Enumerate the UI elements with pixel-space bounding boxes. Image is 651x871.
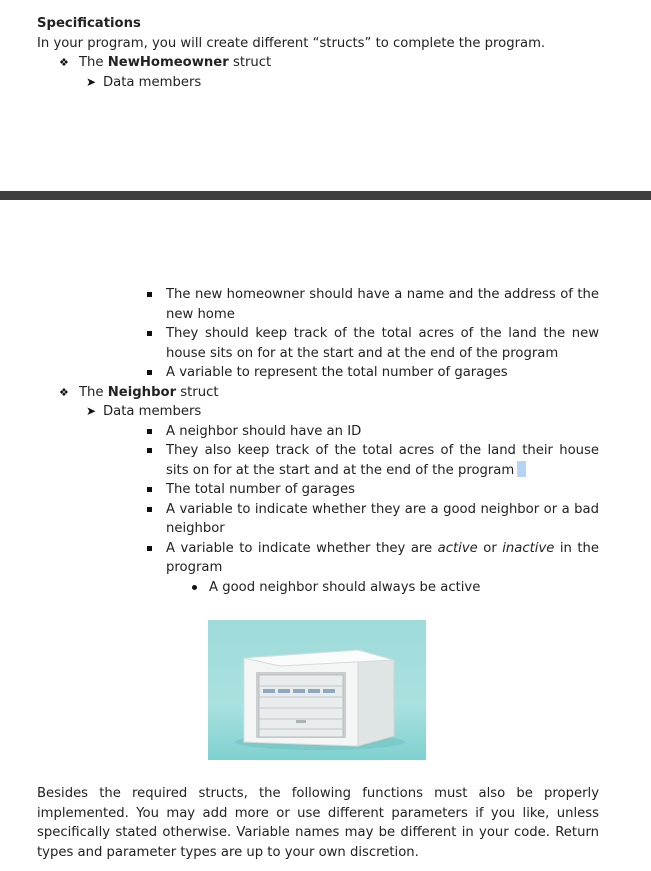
list-item-text: A variable to indicate whether they are: [166, 540, 438, 556]
list-item-text: A variable to represent the total number of garages: [166, 365, 508, 380]
list-item: [37, 285, 599, 324]
struct-newhomeowner: [37, 53, 617, 73]
struct-suffix: struct: [228, 55, 272, 70]
square-bullet-icon: [147, 487, 152, 492]
square-bullet-icon: [147, 429, 152, 434]
list-item: [37, 324, 599, 363]
arrow-bullet-icon: ➤: [86, 74, 97, 89]
list-item: [37, 422, 599, 442]
struct-name: Neighbor: [107, 384, 177, 400]
list-item-text: They also keep track of the total acres of the land their house sits on for at the start and at the end of the program: [166, 443, 599, 478]
italic-inactive: inactive: [502, 540, 555, 556]
square-bullet-icon: [147, 546, 152, 551]
list-item-text: A neighbor should have an ID: [166, 423, 362, 439]
data-members-text: Data members: [103, 74, 202, 90]
page-break-bar: [0, 191, 651, 200]
sub-list-item: [37, 578, 617, 598]
garage-image: [208, 620, 426, 760]
square-bullet-icon: [147, 507, 152, 512]
list-item-text: A variable to indicate whether they are a good neighbor or a bad neighbor: [166, 501, 599, 536]
struct-neighbor: [37, 383, 617, 403]
struct-name: NewHomeowner: [107, 55, 229, 70]
arrow-bullet-icon: ➤: [86, 404, 97, 418]
square-bullet-icon: [147, 448, 152, 453]
page-bottom-section: [37, 285, 617, 597]
square-bullet-icon: [147, 370, 152, 375]
square-bullet-icon: [147, 331, 152, 336]
page-top-section: [37, 14, 617, 92]
diamond-bullet-icon: ❖: [59, 385, 69, 399]
list-item-text: in the program: [166, 540, 600, 575]
sub-list-item-text: A good neighbor should always be active: [209, 579, 481, 595]
closing-paragraph: Besides the required structs, the following functions must also be properly implemented. You may add more or use different parameters if you like, unless specifically stated otherwise. Variable names may be different in your code. Return types and parameter types are up to your own discretion.: [37, 786, 599, 860]
list-item-text: The total number of garages: [166, 482, 355, 497]
list-item: [37, 500, 599, 539]
diamond-bullet-icon: ❖: [59, 56, 69, 69]
struct-prefix: The: [79, 384, 108, 400]
list-item: [37, 363, 599, 383]
italic-active: active: [437, 540, 478, 556]
spec-heading: Specifications: [37, 16, 141, 31]
list-item-text: The new homeowner should have a name and the address of the new home: [166, 287, 599, 322]
list-item-text: or: [477, 540, 503, 556]
list-item: [37, 441, 599, 480]
data-members-label: [37, 402, 617, 422]
struct-prefix: The: [79, 55, 108, 70]
square-bullet-icon: [147, 292, 152, 297]
data-members-text: Data members: [103, 404, 202, 419]
list-item: [37, 480, 599, 500]
list-item-text: They should keep track of the total acres of the land the new house sits on for at the start and at the end of the program: [166, 326, 599, 361]
data-members-label: [37, 73, 617, 93]
text-cursor-highlight: [517, 461, 526, 477]
round-bullet-icon: [192, 585, 197, 590]
list-item: [37, 539, 599, 578]
garage-illustration: [208, 620, 426, 760]
spec-intro: In your program, you will create different “structs” to complete the program.: [37, 35, 546, 51]
struct-suffix: struct: [176, 384, 219, 400]
